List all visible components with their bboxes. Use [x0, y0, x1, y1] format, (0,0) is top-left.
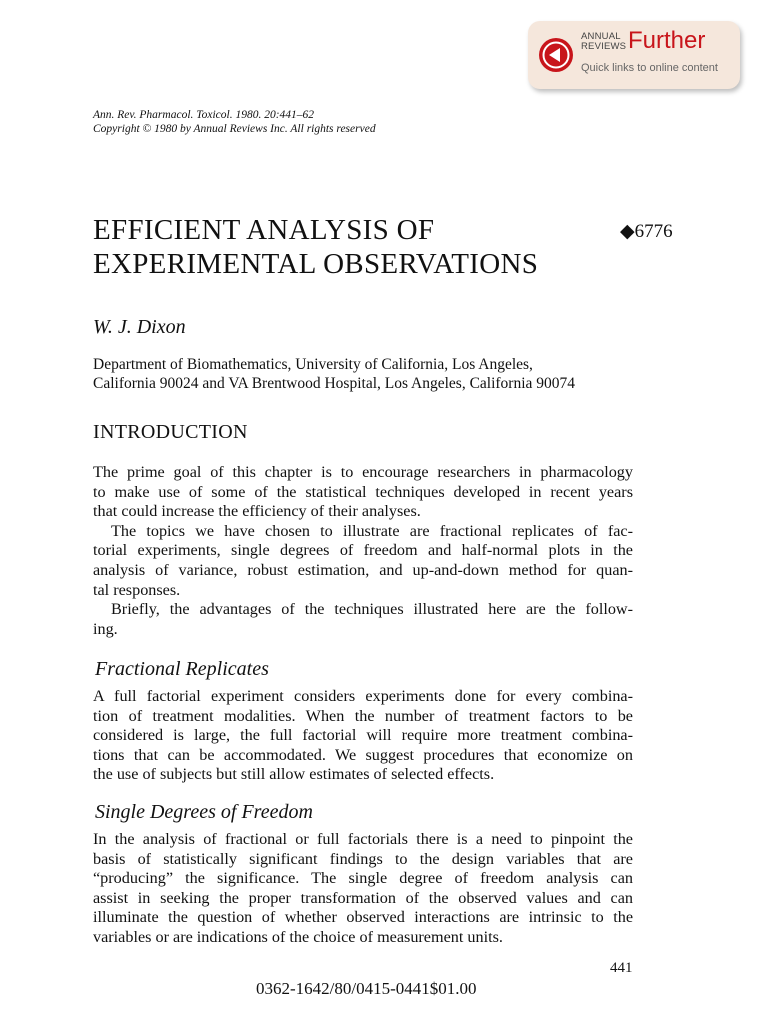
text-line: variables or are indications of the choice of measurement units.	[93, 927, 503, 946]
text-line: A full factorial experiment considers experiments done for every combina-	[93, 687, 633, 705]
journal-citation: Ann. Rev. Pharmacol. Toxicol. 1980. 20:441–62	[93, 109, 315, 121]
text-line: In the analysis of fractional or full factorials there is a need to pinpoint the	[93, 830, 633, 848]
text-line: assist in seeking the proper transformation of the observed values and can	[93, 888, 633, 907]
affiliation-line-2: California 90024 and VA Brentwood Hospital, Los Angeles, California 90074	[93, 375, 576, 392]
text-line: considered is large, the full factorial will require more treatment combina-	[93, 726, 633, 745]
page-number: 441	[610, 960, 633, 976]
badge-reviews: REVIEWS	[581, 41, 627, 52]
single-df-paragraph	[93, 830, 633, 948]
fractional-paragraph	[93, 687, 633, 785]
text-line: ing.	[93, 619, 118, 638]
badge-annual: ANNUAL	[581, 31, 621, 42]
author-name: W. J. Dixon	[93, 316, 186, 338]
text-line: to make use of some of the statistical techniques developed in recent years	[93, 482, 633, 501]
text-line: that could increase the efficiency of their analyses.	[93, 502, 421, 521]
section-heading-introduction: INTRODUCTION	[93, 421, 248, 443]
footer-code: 0362-1642/80/0415-0441$01.00	[256, 979, 477, 998]
play-arrow-circle-icon	[538, 37, 574, 73]
copyright-line: Copyright © 1980 by Annual Reviews Inc. All rights reserved	[93, 123, 376, 135]
text-line: tal responses.	[93, 580, 181, 599]
article-title	[93, 213, 538, 281]
citation-block	[93, 108, 376, 136]
text-line: torial experiments, single degrees of freedom and half-normal plots in the	[93, 541, 633, 560]
text-line: tion of treatment modalities. When the number of treatment factors to be	[93, 706, 633, 725]
intro-paragraph	[93, 463, 633, 639]
text-line: The topics we have chosen to illustrate are fractional replicates of fac-	[111, 521, 633, 540]
text-line: Briefly, the advantages of the techniques illustrated here are the follow-	[111, 600, 633, 619]
text-line: the use of subjects but still allow estimates of selected effects.	[93, 765, 495, 784]
affiliation	[93, 355, 575, 393]
subsection-heading-single-degrees-of-freedom: Single Degrees of Freedom	[95, 801, 313, 823]
subsection-heading-fractional-replicates: Fractional Replicates	[95, 658, 269, 680]
badge-tagline: Quick links to online content	[581, 62, 718, 74]
annual-reviews-further-badge[interactable]	[528, 21, 740, 89]
text-line: illuminate the question of whether observed interactions are intrinsic to the	[93, 908, 633, 927]
text-line: The prime goal of this chapter is to encourage researchers in pharmacology	[93, 463, 633, 481]
reference-number: ◆6776	[620, 221, 673, 242]
text-line: basis of statistically significant findings to the design variables that are	[93, 849, 633, 868]
text-line: analysis of variance, robust estimation, and up-and-down method for quan-	[93, 560, 633, 579]
affiliation-line-1: Department of Biomathematics, University of California, Los Angeles,	[93, 356, 533, 373]
text-line: “producing” the significance. The single degree of freedom analysis can	[93, 869, 633, 888]
title-line-1: EFFICIENT ANALYSIS OF	[93, 214, 435, 246]
badge-publisher-label	[581, 32, 626, 52]
text-line: tions that can be accommodated. We suggest procedures that economize on	[93, 745, 633, 764]
badge-brand: Further	[628, 27, 706, 54]
title-line-2: EXPERIMENTAL OBSERVATIONS	[93, 248, 539, 280]
